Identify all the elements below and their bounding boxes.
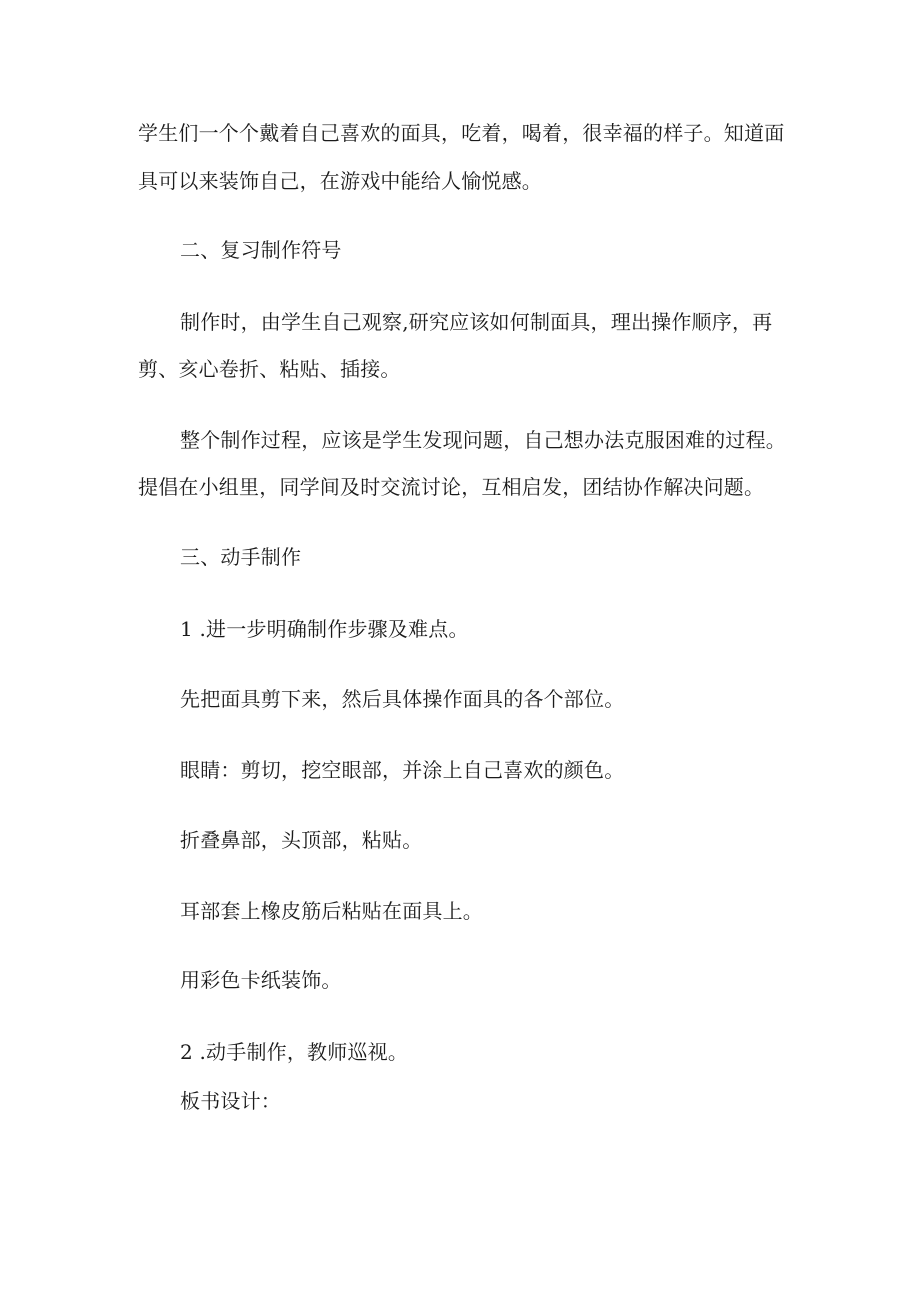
step-1-detail-1: 先把面具剪下来，然后具体操作面具的各个部位。 [180,687,625,711]
paragraph-3-line-1: 整个制作过程，应该是学生发现问题，自己想办法克服困难的过程。 [180,428,786,452]
step-1-detail-2: 眼睛：剪切，挖空眼部，并涂上自己喜欢的颜色。 [180,758,625,782]
paragraph-2-line-1: 制作时，由学生自己观察,研究应该如何制面具，理出操作顺序，再 [180,310,773,334]
step-1: 1 .进一步明确制作步骤及难点。 [180,617,469,641]
paragraph-1-line-2: 具可以来装饰自己，在游戏中能给人愉悦感。 [138,169,542,193]
paragraph-1-line-1: 学生们一个个戴着自己喜欢的面具，吃着，喝着，很幸福的样子。知道面 [138,121,785,145]
board-design-label: 板书设计： [180,1089,281,1113]
section-heading-3: 三、动手制作 [180,545,302,569]
step-1-detail-5: 用彩色卡纸装饰。 [180,968,342,992]
section-heading-2: 二、复习制作符号 [180,238,342,262]
step-1-detail-3: 折叠鼻部，头顶部，粘贴。 [180,828,423,852]
step-2: 2 .动手制作，教师巡视。 [180,1040,409,1064]
paragraph-3-line-2: 提倡在小组里，同学间及时交流讨论，互相启发，团结协作解决问题。 [138,475,765,499]
paragraph-2-line-2: 剪、亥心卷折、粘贴、插接。 [138,357,401,381]
step-1-detail-4: 耳部套上橡皮筋后粘贴在面具上。 [180,899,483,923]
